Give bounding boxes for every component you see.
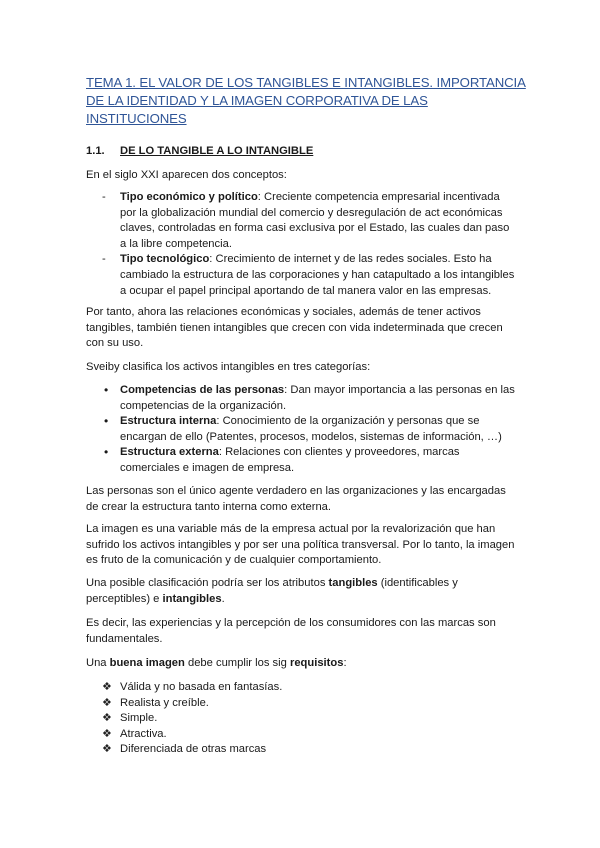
concept-term: Tipo tecnológico	[120, 253, 210, 266]
category-text: : Conocimiento de la organización y personas que se encargan de ello (Patentes, procesos, modelos, sistemas de información, …)	[120, 415, 502, 443]
dash-marker: -	[102, 253, 106, 266]
concepts-list	[86, 190, 516, 299]
category-term: Estructura interna	[120, 415, 217, 428]
requirements-list	[86, 680, 516, 758]
text-run: .	[221, 592, 225, 605]
bullet-marker: •	[104, 383, 109, 397]
intro-paragraph: En el siglo XXI aparecen dos conceptos:	[86, 169, 287, 181]
paragraph: Por tanto, ahora las relaciones económicas y sociales, además de tener activos tangibles, también tienen intangibles que crecen con vida indeterminada que crecen con su uso.	[86, 306, 503, 350]
text-run: :	[343, 657, 347, 669]
section-heading	[86, 144, 313, 160]
requirement-text: Diferenciada de otras marcas	[120, 743, 267, 756]
list-item	[86, 711, 516, 727]
requirement-text: Válida y no basada en fantasías.	[120, 681, 283, 693]
diamond-bullet-icon: ❖	[102, 681, 112, 693]
concept-text: : Crecimiento de internet y de las redes sociales. Esto ha cambiado la estructura de las corporaciones y han catapultado a los intangibles a ocupar el papel principal aportando de tal manera valor en las empresas.	[120, 253, 515, 297]
category-text: : Dan mayor importancia a las personas en las competencias de la organización.	[120, 384, 515, 412]
category-term: Competencias de las personas	[120, 384, 285, 396]
requirement-text: Atractiva.	[120, 727, 167, 740]
list-item	[86, 414, 516, 445]
paragraph: Las personas son el único agente verdadero en las organizaciones y las encargadas de crear la estructura tanto interna como externa.	[86, 485, 506, 513]
bold-run: buena imagen	[109, 657, 185, 669]
diamond-bullet-icon: ❖	[102, 712, 112, 725]
dash-marker: -	[102, 191, 106, 203]
paragraph: Sveiby clasifica los activos intangibles en tres categorías:	[86, 361, 371, 373]
category-term: Estructura externa	[120, 446, 219, 459]
concept-term: Tipo económico y político	[120, 191, 258, 203]
list-item	[86, 445, 516, 476]
diamond-bullet-icon: ❖	[102, 727, 112, 740]
requirement-text: Realista y creíble.	[120, 696, 209, 709]
section-number: 1.1.	[86, 145, 105, 157]
text-run: Una	[86, 657, 110, 669]
bullet-marker: •	[104, 414, 109, 429]
diamond-bullet-icon: ❖	[102, 743, 112, 756]
list-item	[86, 190, 516, 252]
diamond-bullet-icon: ❖	[102, 696, 112, 709]
concept-text: : Creciente competencia empresarial incentivada por la globalización mundial del comercio y desregulación de act económicas claves, controladas en forma casi exclusiva por el Estado, las cuales dan paso a la libre competencia.	[120, 191, 510, 250]
bold-run: intangibles	[162, 592, 222, 605]
category-text: : Relaciones con clientes y proveedores, marcas comerciales e imagen de empresa.	[120, 446, 460, 474]
paragraph: La imagen es una variable más de la empresa actual por la revalorización que han sufrido los activos intangibles y por ser una política transversal. Por lo tanto, la imagen es fruto de la comunicación y de cualquier comportamiento.	[86, 523, 515, 567]
bullet-marker: •	[104, 445, 109, 460]
list-item	[86, 383, 516, 414]
paragraph	[86, 576, 516, 607]
list-item	[86, 680, 516, 696]
list-item	[86, 696, 516, 712]
paragraph	[86, 656, 516, 672]
paragraph: Es decir, las experiencias y la percepción de los consumidores con las marcas son fundamentales.	[86, 617, 496, 645]
section-title: DE LO TANGIBLE A LO INTANGIBLE	[120, 145, 314, 157]
document-title: TEMA 1. EL VALOR DE LOS TANGIBLES E INTANGIBLES. IMPORTANCIA DE LA IDENTIDAD Y LA IMAGEN CORPORATIVA DE LAS INSTITUCIONES	[86, 75, 526, 126]
list-item	[86, 742, 516, 758]
text-run: (identificables y perceptibles) e	[86, 577, 458, 605]
text-run: debe cumplir los sig	[184, 657, 290, 669]
list-item	[86, 727, 516, 743]
bold-run: tangibles	[328, 577, 378, 589]
requirement-text: Simple.	[120, 712, 158, 725]
text-run: Una posible clasificación podría ser los atributos	[86, 577, 329, 589]
bold-run: requisitos	[289, 657, 344, 669]
list-item	[86, 252, 516, 299]
categories-list	[86, 383, 516, 477]
